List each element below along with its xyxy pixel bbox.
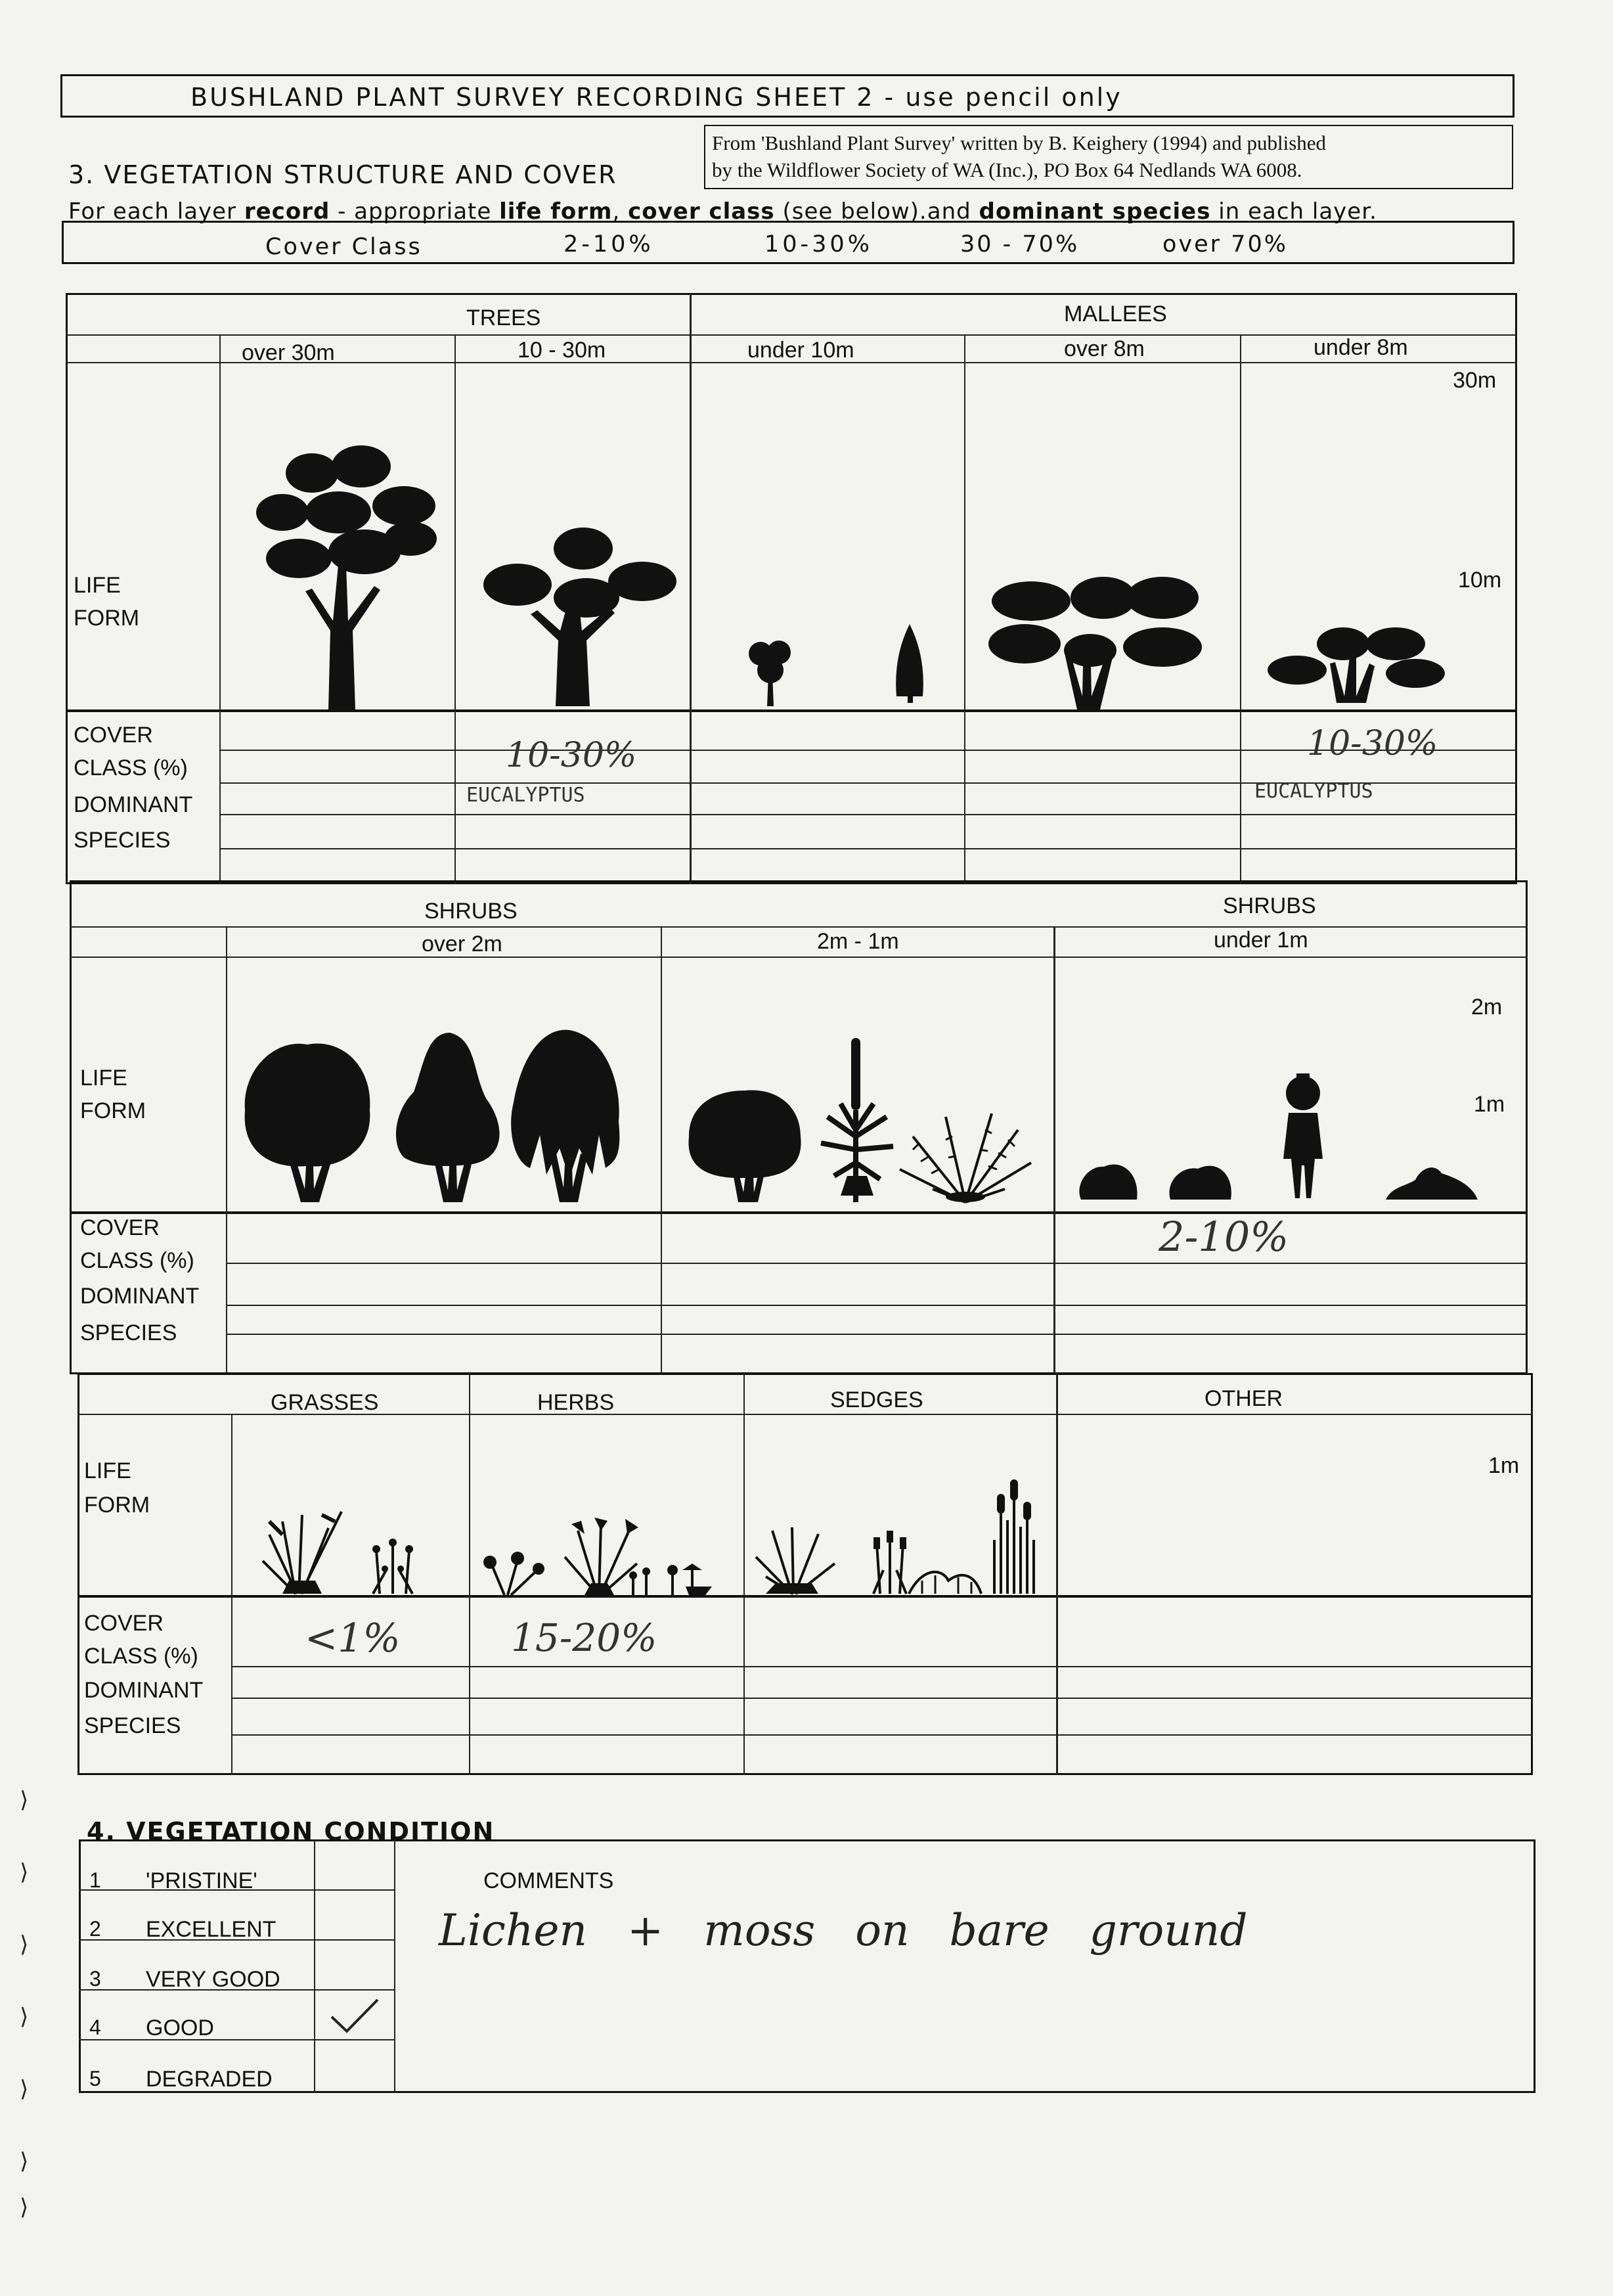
condition-title: 4. VEGETATION CONDITION <box>87 1817 495 1846</box>
dominant-species-label: DOMINANT <box>84 1678 204 1703</box>
height-2m: 2m <box>1471 995 1503 1020</box>
credit-line-1: From 'Bushland Plant Survey' written by B. Keighery (1994) and published <box>712 131 1327 154</box>
binder-mark: ⟩ <box>20 2076 29 2102</box>
instruction-bold: cover class <box>628 198 775 225</box>
handwritten-species: EUCALYPTUS <box>1254 780 1373 803</box>
binder-mark: ⟩ <box>20 2194 29 2220</box>
life-form-label: FORM <box>84 1493 150 1518</box>
cover-class-4: over 70% <box>1162 231 1288 258</box>
condition-item-number: 4 <box>89 2015 101 2039</box>
instruction-bold: dominant species <box>979 198 1211 225</box>
table-border <box>79 1839 1536 2093</box>
rule <box>232 1698 1533 1699</box>
shrub-icon <box>1165 1159 1235 1200</box>
shrub-icon <box>747 634 793 706</box>
rule <box>454 334 456 884</box>
handwritten-species: EUCALYPTUS <box>466 784 585 807</box>
cover-class-row-label: COVER <box>84 1611 164 1636</box>
instruction-part: For each layer <box>68 198 244 225</box>
comments-label: COMMENTS <box>483 1868 614 1893</box>
sheet-title: BUSHLAND PLANT SURVEY RECORDING SHEET 2 - use pencil only <box>190 83 1122 112</box>
herb-icon <box>627 1564 725 1595</box>
rule <box>219 334 221 884</box>
height-1m: 1m <box>1488 1453 1520 1478</box>
shrubs-label: SHRUBS <box>424 899 518 924</box>
rule <box>1240 334 1241 884</box>
cover-class-2: 10-30% <box>764 231 873 258</box>
mallee-icon <box>985 572 1208 709</box>
dominant-species-label: DOMINANT <box>74 792 193 817</box>
condition-item-label: DEGRADED <box>146 2067 273 2092</box>
shrub-icon <box>1074 1159 1140 1200</box>
rule <box>394 1839 395 2093</box>
binder-mark: ⟩ <box>20 2148 29 2174</box>
handwritten-cover: 2-10% <box>1159 1213 1289 1261</box>
fern-icon <box>893 1110 1038 1202</box>
cover-class-1: 2-10% <box>563 231 654 258</box>
cover-class-row-label: CLASS (%) <box>84 1644 198 1669</box>
instruction-part: , <box>612 198 629 225</box>
cover-class-row-label: COVER <box>74 723 153 748</box>
mallee-icon <box>1264 624 1448 703</box>
life-form-label: LIFE <box>84 1458 131 1483</box>
binder-mark: ⟩ <box>20 1931 29 1958</box>
life-form-label: FORM <box>74 606 140 631</box>
condition-item-number: 5 <box>89 2067 101 2090</box>
binder-mark: ⟩ <box>20 2004 29 2030</box>
handwritten-cover: <1% <box>305 1615 401 1661</box>
rule <box>227 1305 1528 1306</box>
herb-icon <box>478 1550 550 1595</box>
rule <box>77 1595 1533 1598</box>
dominant-species-label: SPECIES <box>84 1713 181 1738</box>
condition-item-label: GOOD <box>146 2015 214 2040</box>
condition-item-label: EXCELLENT <box>146 1917 276 1942</box>
col-over-8m: over 8m <box>1064 336 1145 361</box>
rule <box>690 293 692 884</box>
shrub-icon <box>394 1033 506 1202</box>
rule <box>70 1211 1528 1214</box>
grass-icon <box>256 1508 355 1594</box>
col-under-10m: under 10m <box>747 338 854 363</box>
col-over-30m: over 30m <box>242 340 335 365</box>
cover-class-label: Cover Class <box>265 234 422 260</box>
rule <box>226 926 227 1374</box>
shrub-icon <box>686 1087 804 1202</box>
col-herbs: HERBS <box>537 1390 615 1415</box>
rule <box>964 334 965 884</box>
rule <box>469 1373 470 1775</box>
rule <box>227 1334 1528 1335</box>
handwritten-cover: 10-30% <box>506 736 637 775</box>
binder-mark: ⟩ <box>20 1859 29 1885</box>
shrub-icon <box>507 1030 625 1202</box>
cover-class-row-label: CLASS (%) <box>80 1248 194 1273</box>
col-under-8m: under 8m <box>1314 335 1408 360</box>
instruction-bold: record <box>244 198 330 225</box>
rule <box>1053 926 1055 1374</box>
tree-icon <box>893 624 926 703</box>
condition-item-label: VERY GOOD <box>146 1967 280 1992</box>
instruction-part: (see below).and <box>774 198 979 225</box>
grass-icon <box>366 1537 419 1594</box>
rule <box>231 1414 232 1775</box>
handwritten-cover: 15-20% <box>511 1615 657 1660</box>
condition-item-number: 1 <box>89 1868 101 1892</box>
cover-class-row-label: COVER <box>80 1215 160 1240</box>
cover-class-row-label: CLASS (%) <box>74 755 188 780</box>
col-under-1m: under 1m <box>1214 928 1308 953</box>
tree-icon <box>478 522 682 706</box>
mallees-label: MALLEES <box>1064 302 1167 326</box>
col-sedges: SEDGES <box>830 1387 923 1412</box>
person-icon <box>1277 1073 1329 1198</box>
section-title: 3. VEGETATION STRUCTURE AND COVER <box>68 160 617 189</box>
grass-tree-icon <box>814 1038 900 1202</box>
rule <box>314 1839 315 2093</box>
rule <box>743 1373 745 1775</box>
col-other: OTHER <box>1204 1386 1283 1411</box>
col-10-30m: 10 - 30m <box>518 338 606 363</box>
sedge-icon <box>988 1474 1040 1594</box>
sedge-icon <box>753 1524 838 1594</box>
rule <box>70 926 1528 928</box>
herb-icon <box>909 1567 981 1594</box>
shrub-icon <box>242 1038 373 1202</box>
dominant-species-label: SPECIES <box>80 1320 177 1345</box>
rule <box>66 709 1517 712</box>
col-grasses: GRASSES <box>271 1390 379 1415</box>
life-form-label: LIFE <box>80 1066 127 1091</box>
sedge-icon <box>867 1531 913 1594</box>
col-2m-1m: 2m - 1m <box>817 929 899 954</box>
rule <box>70 957 1528 958</box>
dominant-species-label: DOMINANT <box>80 1284 200 1309</box>
trees-label: TREES <box>466 305 541 330</box>
rule <box>221 814 1517 815</box>
cover-class-3: 30 - 70% <box>960 231 1080 258</box>
rule <box>1056 1373 1058 1775</box>
binder-mark: ⟩ <box>20 1787 29 1813</box>
rule <box>232 1666 1533 1667</box>
condition-item-label: 'PRISTINE' <box>146 1868 257 1893</box>
condition-item-number: 2 <box>89 1917 101 1941</box>
dominant-species-label: SPECIES <box>74 828 171 853</box>
tree-icon <box>233 434 450 709</box>
height-30m: 30m <box>1453 368 1497 393</box>
instruction-bold: life form <box>499 198 613 225</box>
shrubs-label: SHRUBS <box>1223 893 1316 918</box>
shrub-icon <box>1386 1160 1478 1200</box>
life-form-label: LIFE <box>74 573 121 598</box>
instruction-part: in each layer. <box>1210 198 1377 225</box>
height-1m: 1m <box>1474 1092 1505 1117</box>
checkmark-icon <box>328 1997 381 2034</box>
rule <box>66 334 1517 336</box>
condition-item-number: 3 <box>89 1967 101 1991</box>
credit-line-2: by the Wildflower Society of WA (Inc.), PO Box 64 Nedlands WA 6008. <box>712 158 1302 181</box>
rule <box>661 926 662 1374</box>
rule <box>232 1734 1533 1736</box>
life-form-label: FORM <box>80 1098 146 1123</box>
rule <box>221 848 1517 849</box>
col-over-2m: over 2m <box>422 932 502 957</box>
height-10m: 10m <box>1458 568 1502 593</box>
instruction-part: - appropriate <box>330 198 500 225</box>
rule <box>227 1263 1528 1264</box>
rule <box>79 2039 394 2040</box>
handwritten-cover: 10-30% <box>1307 724 1438 763</box>
comments-text: Lichen + moss on bare ground <box>439 1905 1248 1956</box>
